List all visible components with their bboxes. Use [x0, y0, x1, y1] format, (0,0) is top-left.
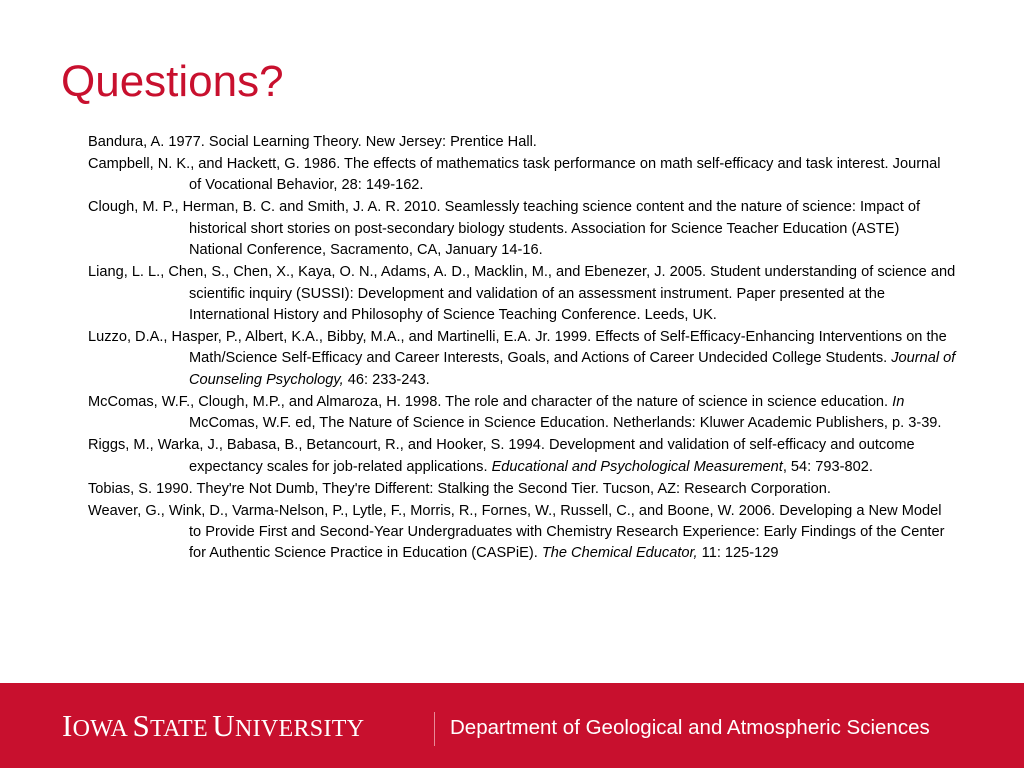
reference-text: McComas, W.F., Clough, M.P., and Almaroza, H. 1998. The role and character of the nature of science in science education.	[88, 393, 893, 410]
department-name: Department of Geological and Atmospheric Sciences	[450, 716, 930, 739]
reference-italic-word: In	[892, 393, 905, 410]
reference-text: Campbell, N. K., and Hackett, G. 1986. The effects of mathematics task performance on math self-efficacy and task interest. Journal of Vocational Behavior, 28: 149-162.	[88, 156, 941, 194]
reference-text: 11: 125-129	[697, 545, 779, 562]
reference-text: 46: 233-243.	[343, 371, 430, 388]
reference-text: Clough, M. P., Herman, B. C. and Smith, J. A. R. 2010. Seamlessly teaching science content and the nature of science: Impact of historical short stories on post-secondary biology students. Association for Science Teacher Education (ASTE) National Conference, Sacramento, CA, January 14-16.	[88, 199, 921, 259]
reference-journal: Educational and Psychological Measurement	[491, 458, 783, 475]
reference-text: Bandura, A. 1977. Social Learning Theory. New Jersey: Prentice Hall.	[88, 134, 537, 150]
reference-item	[88, 501, 956, 565]
reference-journal: The Chemical Educator,	[541, 545, 698, 562]
university-logo: IOWA STATE UNIVERSITY	[62, 708, 365, 743]
footer-divider	[434, 712, 435, 746]
slide-title: Questions?	[61, 57, 284, 106]
reference-list	[88, 132, 956, 565]
reference-text: Riggs, M., Warka, J., Babasa, B., Betancourt, R., and Hooker, S. 1994. Development and validation of self-efficacy and outcome expectancy scales for job-related applications.	[88, 437, 915, 475]
reference-text: , 54: 793-802.	[782, 458, 873, 475]
reference-item	[88, 132, 956, 153]
reference-item	[88, 392, 956, 435]
reference-item	[88, 327, 956, 391]
reference-text: McComas, W.F. ed, The Nature of Science in Science Education. Netherlands: Kluwer Academic Publishers, p. 3-39.	[189, 415, 942, 432]
reference-item	[88, 154, 956, 197]
reference-item	[88, 197, 956, 261]
reference-item	[88, 479, 956, 500]
reference-text: Weaver, G., Wink, D., Varma-Nelson, P., Lytle, F., Morris, R., Fornes, W., Russell, C., and Boone, W. 2006. Developing a New Model to Provide First and Second-Year Undergraduates with Chemistry Research Experience: Early Findings of the Center for Authentic Science Practice in Education (CASPiE).	[88, 502, 945, 562]
reference-item	[88, 262, 956, 326]
reference-journal: Journal of Counseling Psychology,	[189, 350, 956, 388]
reference-text: Tobias, S. 1990. They're Not Dumb, They're Different: Stalking the Second Tier. Tucson, AZ: Research Corporation.	[88, 480, 831, 497]
reference-text: Liang, L. L., Chen, S., Chen, X., Kaya, O. N., Adams, A. D., Macklin, M., and Ebenezer, J. 2005. Student understanding of science and scientific inquiry (SUSSI): Development and validation of an assessment instrument. Paper presented at the International History and Philosophy of Science Teaching Conference. Leeds, UK.	[88, 264, 956, 324]
reference-text: Luzzo, D.A., Hasper, P., Albert, K.A., Bibby, M.A., and Martinelli, E.A. Jr. 1999. Effects of Self-Efficacy-Enhancing Interventions on the Math/Science Self-Efficacy and Career Interests, Goals, and Actions of Career Undecided College Students.	[88, 329, 947, 367]
reference-item	[88, 435, 956, 478]
